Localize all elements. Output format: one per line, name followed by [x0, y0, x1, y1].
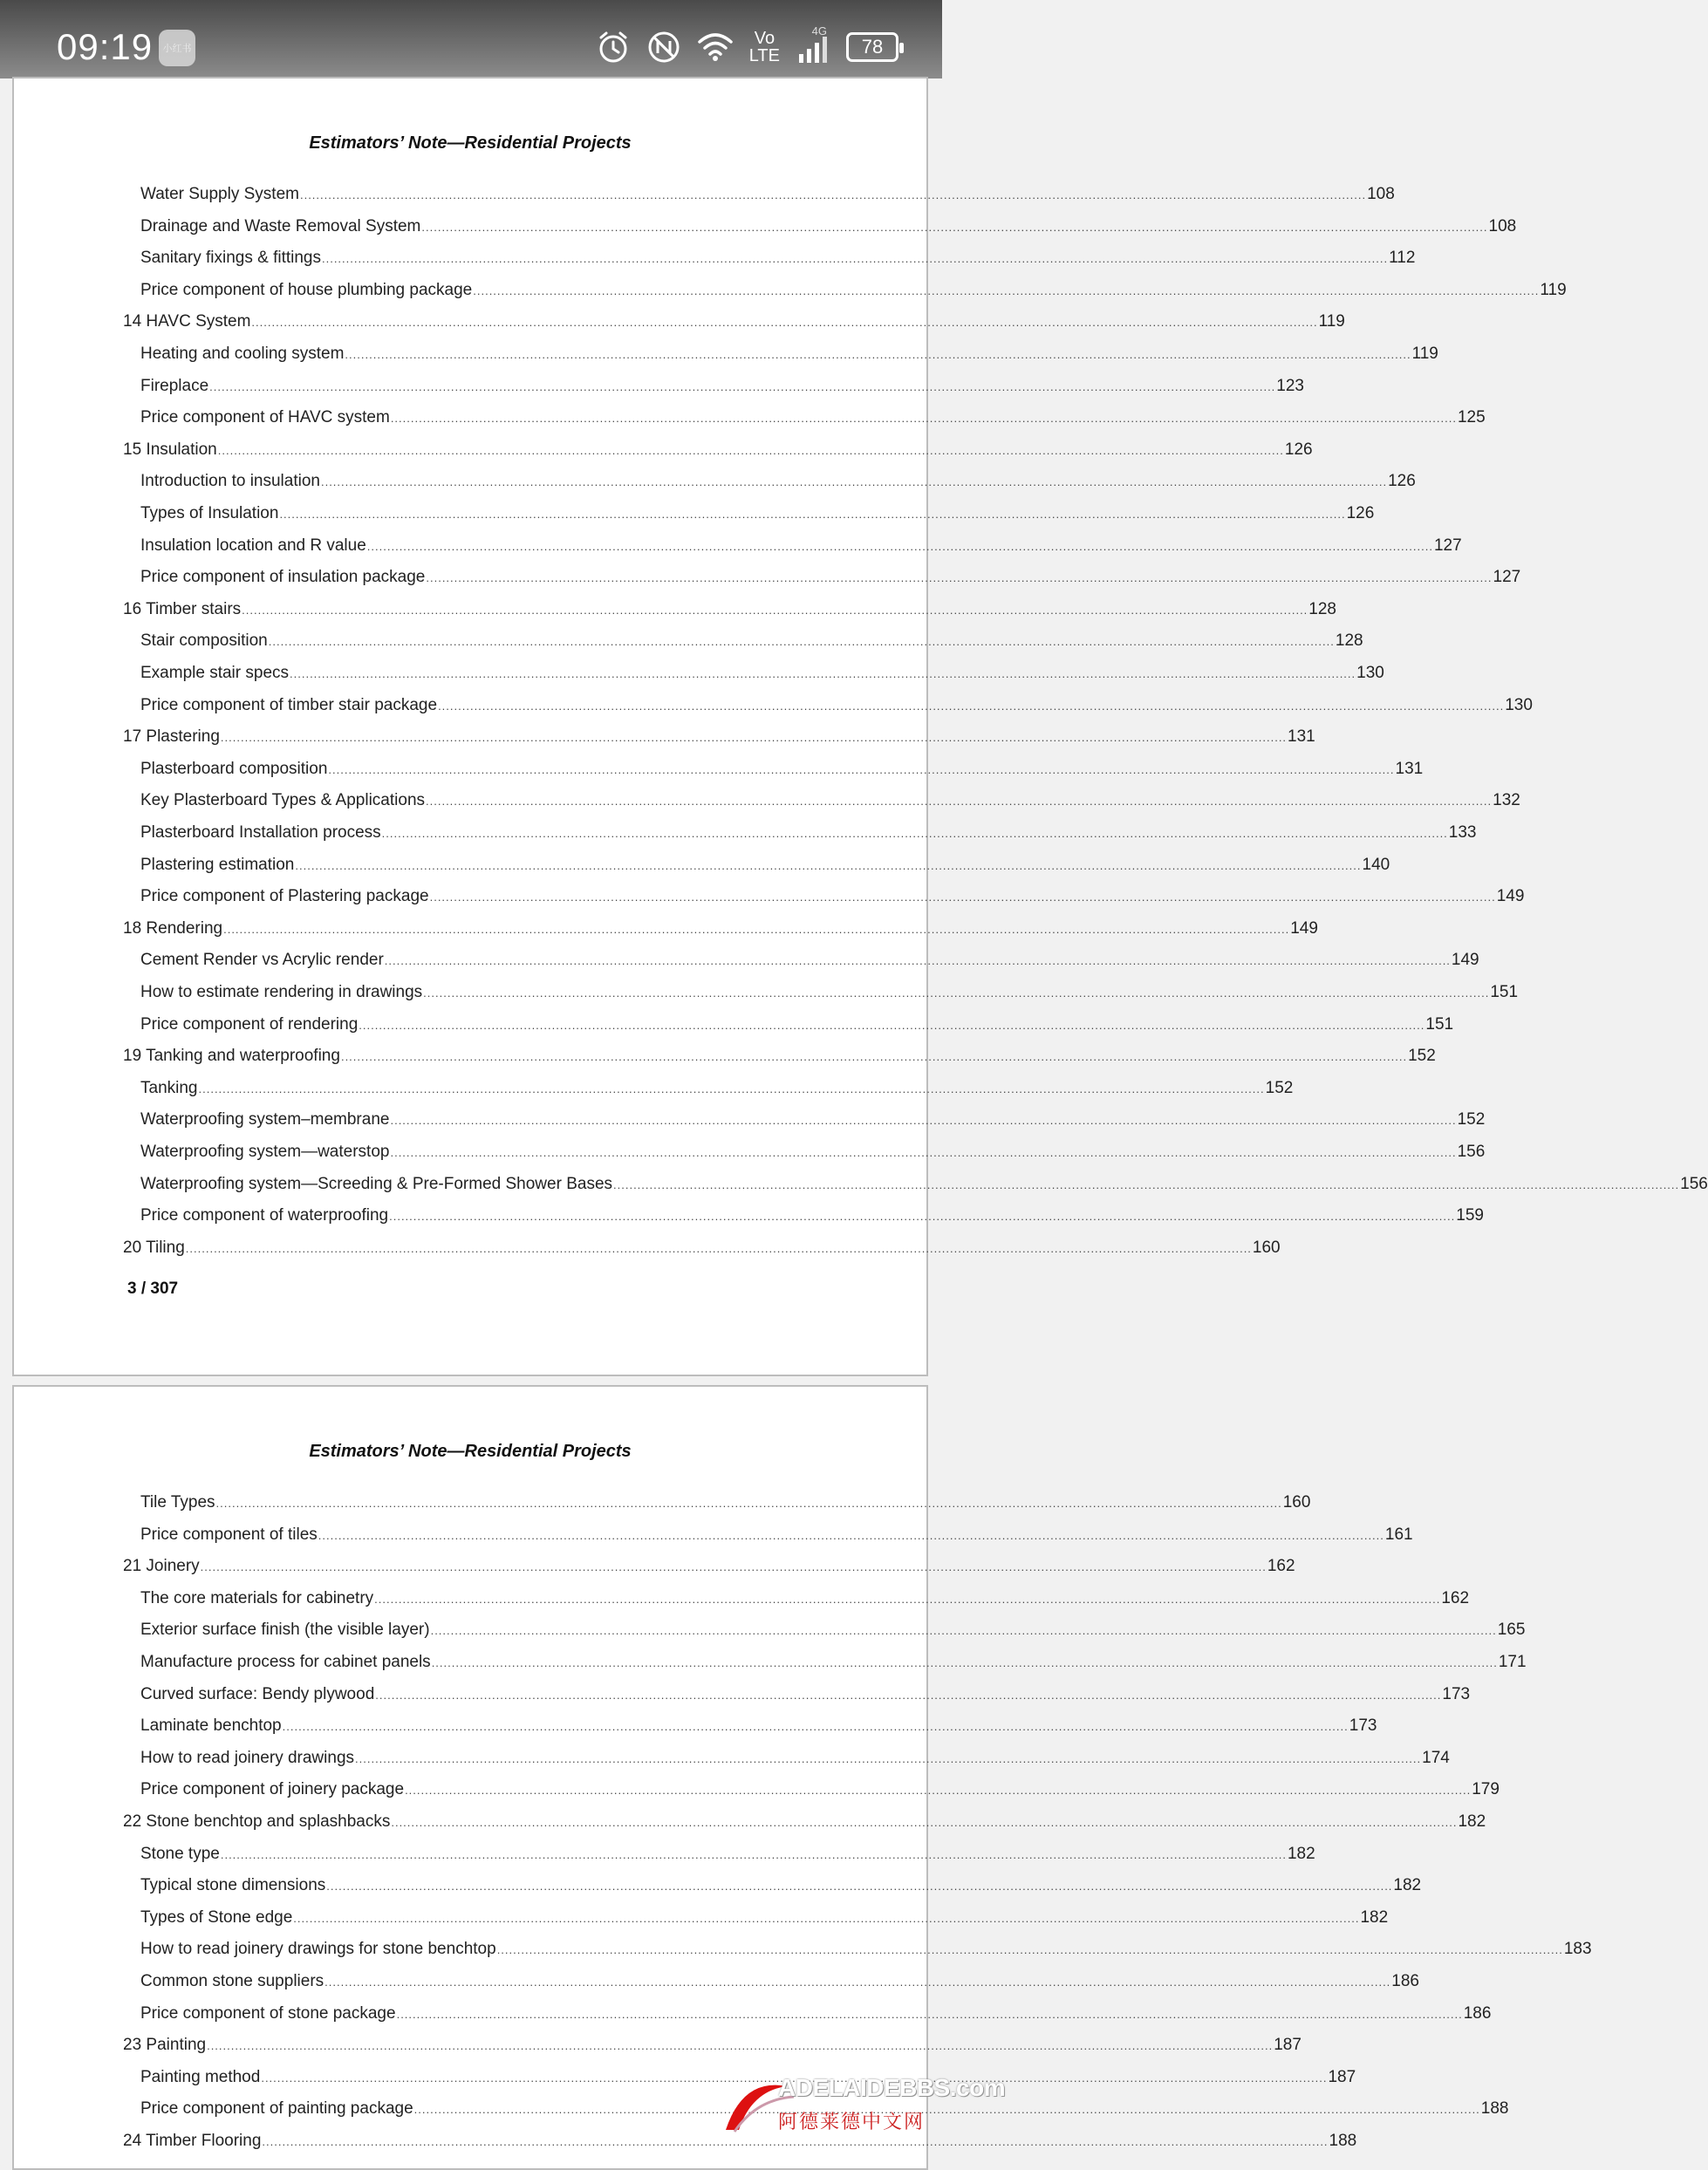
toc-entry-title: Types of Stone edge: [140, 1907, 293, 1927]
toc-entry-page-number: 149: [1290, 918, 1318, 938]
toc-entry[interactable]: [140, 1940, 1592, 1966]
toc-entry[interactable]: [140, 855, 1390, 882]
toc-entry-title: 18 Rendering: [123, 918, 223, 938]
page-header: Estimators’ Note—Residential Projects: [309, 1442, 632, 1461]
toc-entry-page-number: 112: [1389, 249, 1416, 268]
toc-entry[interactable]: [123, 440, 1313, 467]
toc-entry-title: Heating and cooling system: [140, 345, 345, 363]
toc-leader-dots: [283, 1720, 1349, 1733]
toc-entry[interactable]: [140, 1684, 1471, 1711]
toc-entry-title: Price component of HAVC system: [140, 408, 390, 427]
document-page[interactable]: [12, 77, 1708, 1376]
watermark-logo: [717, 2069, 1006, 2139]
toc-entry-title: Plastering estimation: [140, 855, 295, 874]
toc-leader-dots: [295, 859, 1361, 872]
toc-leader-dots: [318, 1529, 1384, 1542]
toc-entry[interactable]: [140, 1972, 1419, 1998]
toc-entry-page-number: 125: [1457, 408, 1486, 427]
status-time: 09:19: [57, 26, 154, 67]
toc-entry[interactable]: [140, 536, 1462, 563]
toc-entry-page-number: 188: [1480, 2099, 1509, 2119]
toc-leader-dots: [432, 1656, 1498, 1669]
toc-entry-title: Key Plasterboard Types & Applications: [140, 791, 426, 810]
toc-entry[interactable]: [123, 2036, 1301, 2062]
toc-entry-title: Painting method: [140, 2067, 261, 2086]
toc-entry-page-number: 186: [1391, 1972, 1419, 1990]
toc-leader-dots: [199, 1082, 1265, 1095]
toc-entry-page-number: 127: [1433, 536, 1462, 555]
toc-entry-title: Fireplace: [140, 376, 209, 395]
toc-leader-dots: [325, 1976, 1390, 1989]
toc-entry[interactable]: [140, 504, 1375, 530]
toc-leader-dots: [405, 1784, 1471, 1797]
toc-leader-dots: [375, 1689, 1441, 1702]
toc-leader-dots: [473, 284, 1539, 297]
toc-entry[interactable]: [140, 1844, 1315, 1871]
document-page[interactable]: [12, 1385, 1592, 2170]
toc-entry[interactable]: [140, 1078, 1294, 1105]
toc-leader-dots: [389, 1210, 1455, 1223]
toc-entry-page-number: 149: [1496, 887, 1525, 906]
toc-entry-page-number: 128: [1308, 599, 1336, 618]
toc-entry[interactable]: [123, 599, 1336, 626]
toc-entry[interactable]: [140, 1110, 1486, 1136]
toc-leader-dots: [209, 380, 1275, 393]
toc-entry[interactable]: [140, 280, 1567, 307]
toc-leader-dots: [414, 2103, 1480, 2116]
toc-leader-dots: [293, 1912, 1359, 1925]
toc-entry[interactable]: [140, 1525, 1413, 1552]
page-header: Estimators’ Note—Residential Projects: [309, 133, 632, 153]
toc-entry-page-number: 162: [1267, 1557, 1295, 1576]
toc-entry-page-number: 130: [1356, 664, 1384, 682]
toc-entry[interactable]: [140, 759, 1424, 786]
toc-entry[interactable]: [123, 1238, 1281, 1265]
toc-entry-page-number: 183: [1563, 1940, 1592, 1959]
toc-entry-page-number: 151: [1425, 1014, 1454, 1034]
toc-entry-title: 16 Timber stairs: [123, 599, 242, 618]
toc-leader-dots: [426, 571, 1492, 584]
toc-entry-page-number: 128: [1335, 631, 1363, 651]
toc-leader-dots: [391, 1816, 1457, 1829]
volte-indicator: [749, 30, 780, 65]
toc-entry-title: 22 Stone benchtop and splashbacks: [123, 1812, 391, 1831]
toc-entry-page-number: 151: [1490, 983, 1519, 1001]
toc-entry-title: How to read joinery drawings for stone benchtop: [140, 1940, 496, 1959]
toc-leader-dots: [497, 1943, 1563, 1956]
toc-entry[interactable]: [123, 727, 1315, 754]
toc-entry[interactable]: [140, 951, 1479, 977]
toc-entry[interactable]: [140, 185, 1395, 211]
toc-entry-title: Cement Render vs Acrylic render: [140, 951, 384, 970]
toc-entry-page-number: 182: [1360, 1907, 1389, 1927]
toc-entry[interactable]: [140, 216, 1517, 243]
toc-leader-dots: [391, 412, 1457, 425]
wifi-icon: [697, 31, 734, 63]
watermark-text: ADELAIDEBBS.com: [778, 2074, 1006, 2101]
toc-entry[interactable]: [140, 695, 1533, 722]
toc-entry-title: 20 Tiling: [123, 1238, 185, 1257]
toc-leader-dots: [216, 1497, 1282, 1510]
toc-entry-title: 19 Tanking and waterproofing: [123, 1047, 340, 1066]
toc-entry[interactable]: [140, 1206, 1484, 1232]
toc-entry-title: Price component of painting package: [140, 2099, 413, 2119]
toc-leader-dots: [221, 731, 1287, 744]
toc-entry-title: 23 Painting: [123, 2036, 207, 2055]
toc-entry-page-number: 133: [1448, 823, 1477, 842]
toc-entry-page-number: 187: [1328, 2067, 1356, 2086]
toc-entry-title: Insulation location and R value: [140, 536, 366, 555]
toc-entry-title: Example stair specs: [140, 664, 290, 682]
toc-entry-page-number: 179: [1472, 1780, 1500, 1799]
toc-entry-title: Plasterboard composition: [140, 759, 328, 778]
toc-entry-page-number: 165: [1497, 1621, 1526, 1640]
toc-leader-dots: [290, 667, 1356, 680]
toc-entry[interactable]: [140, 1588, 1470, 1615]
toc-entry-page-number: 127: [1493, 568, 1521, 587]
toc-entry-title: Price component of Plastering package: [140, 887, 429, 906]
toc-entry-page-number: 152: [1265, 1078, 1294, 1097]
watermark-chinese-text: 阿德莱德中文网: [778, 2111, 926, 2132]
toc-entry-page-number: 149: [1451, 951, 1479, 970]
toc-entry-page-number: 152: [1408, 1047, 1436, 1066]
toc-entry-title: Drainage and Waste Removal System: [140, 216, 421, 235]
toc-entry-page-number: 126: [1346, 504, 1375, 522]
page-counter: [127, 1279, 178, 1299]
toc-entry[interactable]: [140, 1748, 1450, 1775]
toc-leader-dots: [207, 2039, 1273, 2052]
toc-leader-dots: [438, 699, 1504, 713]
toc-entry[interactable]: [140, 408, 1486, 434]
toc-entry[interactable]: [140, 1876, 1422, 1902]
toc-leader-dots: [397, 2008, 1463, 2021]
toc-entry-title: 24 Timber Flooring: [123, 2132, 262, 2150]
toc-entry[interactable]: [140, 1653, 1527, 1679]
toc-entry[interactable]: [140, 1143, 1486, 1169]
toc-leader-dots: [382, 827, 1448, 840]
toc-entry-title: Typical stone dimensions: [140, 1876, 326, 1895]
toc-entry-page-number: 126: [1388, 472, 1416, 491]
toc-leader-dots: [431, 1624, 1497, 1637]
toc-entry-title: Price component of timber stair package: [140, 695, 438, 714]
toc-leader-dots: [423, 986, 1489, 1000]
toc-entry-title: 17 Plastering: [123, 727, 220, 747]
toc-entry-page-number: 162: [1441, 1588, 1470, 1607]
toc-entry[interactable]: [140, 376, 1304, 403]
toc-entry[interactable]: [140, 1716, 1377, 1743]
toc-entry[interactable]: [140, 1907, 1389, 1935]
toc-leader-dots: [355, 1752, 1421, 1765]
toc-entry-title: Waterproofing system—waterstop: [140, 1143, 390, 1161]
toc-entry[interactable]: [140, 887, 1525, 913]
toc-entry-page-number: 131: [1288, 727, 1315, 747]
volte-top-label: Vo: [754, 29, 775, 48]
toc-leader-dots: [359, 1019, 1424, 1032]
toc-leader-dots: [218, 444, 1284, 457]
toc-entry-page-number: 131: [1395, 759, 1424, 778]
toc-entry-title: Common stone suppliers: [140, 1972, 325, 1990]
toc-entry-page-number: 132: [1493, 791, 1520, 810]
toc-entry[interactable]: [140, 983, 1519, 1009]
status-bar: [0, 0, 942, 78]
toc-entry[interactable]: [140, 1493, 1311, 1519]
toc-entry-title: Types of Insulation: [140, 504, 279, 522]
toc-entry[interactable]: [140, 472, 1416, 498]
toc-leader-dots: [279, 508, 1345, 521]
toc-entry-page-number: 152: [1457, 1110, 1486, 1129]
toc-entry-title: Water Supply System: [140, 185, 299, 203]
toc-entry[interactable]: [140, 631, 1363, 658]
nfc-icon: [646, 30, 681, 65]
toc-entry-page-number: 119: [1540, 280, 1567, 299]
toc-entry-title: Waterproofing system–membrane: [140, 1110, 390, 1129]
toc-entry[interactable]: [123, 1812, 1486, 1839]
toc-leader-dots: [201, 1560, 1267, 1573]
toc-entry-title: Manufacture process for cabinet panels: [140, 1653, 431, 1671]
toc-entry-page-number: 161: [1384, 1525, 1413, 1544]
toc-entry-title: Exterior surface finish (the visible layer): [140, 1621, 430, 1640]
toc-entry-page-number: 140: [1362, 855, 1390, 874]
toc-entry-page-number: 160: [1282, 1493, 1311, 1511]
toc-entry-page-number: 182: [1393, 1876, 1422, 1895]
toc-entry-title: Price component of insulation package: [140, 568, 426, 587]
toc-entry-title: Curved surface: Bendy plywood: [140, 1684, 375, 1703]
toc-leader-dots: [613, 1178, 1679, 1191]
toc-leader-dots: [242, 604, 1308, 617]
toc-entry-page-number: 130: [1505, 695, 1533, 714]
toc-entry[interactable]: [140, 664, 1384, 690]
toc-leader-dots: [326, 1880, 1392, 1893]
toc-leader-dots: [385, 954, 1451, 967]
toc-leader-dots: [374, 1593, 1440, 1606]
toc-leader-dots: [300, 188, 1366, 201]
toc-entry[interactable]: [140, 2003, 1492, 2030]
toc-entry-title: Price component of waterproofing: [140, 1206, 389, 1225]
toc-entry-title: Price component of joinery package: [140, 1780, 405, 1799]
toc-leader-dots: [328, 763, 1394, 776]
toc-entry-page-number: 173: [1349, 1716, 1377, 1736]
toc-leader-dots: [430, 891, 1496, 904]
toc-entry[interactable]: [123, 1047, 1436, 1073]
volte-bottom-label: LTE: [748, 46, 780, 65]
toc-entry-page-number: 108: [1367, 185, 1395, 203]
toc-leader-dots: [322, 252, 1388, 265]
signal-group: [796, 24, 830, 65]
toc-entry-page-number: 160: [1252, 1238, 1281, 1257]
toc-entry-page-number: 156: [1457, 1143, 1486, 1161]
toc-entry-title: Stone type: [140, 1844, 220, 1863]
toc-entry-page-number: 174: [1422, 1748, 1450, 1767]
toc-entry-page-number: 171: [1498, 1653, 1527, 1671]
toc-entry-page-number: 182: [1458, 1812, 1486, 1831]
toc-entry-page-number: 119: [1318, 312, 1345, 331]
toc-leader-dots: [390, 1146, 1456, 1159]
toc-entry-title: Price component of house plumbing package: [140, 280, 473, 299]
toc-entry-page-number: 108: [1488, 216, 1517, 235]
alarm-icon: [596, 30, 631, 65]
toc-leader-dots: [426, 795, 1492, 808]
toc-entry[interactable]: [140, 1014, 1454, 1041]
toc-entry[interactable]: [140, 345, 1438, 371]
toc-entry-page-number: 123: [1276, 376, 1304, 395]
toc-entry-title: Price component of tiles: [140, 1525, 318, 1544]
toc-leader-dots: [345, 348, 1411, 361]
toc-entry-title: Tile Types: [140, 1493, 215, 1511]
toc-entry[interactable]: [140, 791, 1520, 817]
toc-entry-page-number: 126: [1284, 440, 1313, 459]
toc-entry-title: Waterproofing system—Screeding & Pre-Formed Shower Bases: [140, 1174, 613, 1193]
toc-entry-title: How to read joinery drawings: [140, 1748, 355, 1767]
toc-entry-page-number: 156: [1680, 1174, 1708, 1193]
toc-entry[interactable]: [123, 312, 1345, 338]
toc-entry-title: How to estimate rendering in drawings: [140, 983, 423, 1001]
toc-entry-title: Plasterboard Installation process: [140, 823, 381, 842]
toc-entry-page-number: 188: [1329, 2132, 1357, 2150]
toc-entry-title: Price component of stone package: [140, 2003, 396, 2023]
toc-entry[interactable]: [123, 918, 1318, 945]
toc-entry-title: 15 Insulation: [123, 440, 217, 459]
toc-entry-title: Stair composition: [140, 631, 268, 651]
app-notification-icon: 小红书: [159, 30, 195, 66]
toc-entry[interactable]: [140, 249, 1416, 275]
toc-entry-page-number: 173: [1442, 1684, 1471, 1703]
battery-level: 78: [861, 36, 884, 58]
toc-entry-title: Price component of rendering: [140, 1014, 359, 1034]
toc-entry[interactable]: [123, 1557, 1295, 1583]
toc-entry[interactable]: [140, 1780, 1500, 1806]
toc-entry-title: Laminate benchtop: [140, 1716, 282, 1736]
toc-entry[interactable]: [140, 823, 1477, 850]
toc-entry-page-number: 119: [1411, 345, 1438, 363]
toc-leader-dots: [186, 1242, 1252, 1255]
toc-leader-dots: [321, 475, 1387, 488]
toc-entry-title: Introduction to insulation: [140, 472, 320, 491]
status-icons: [596, 24, 898, 70]
toc-leader-dots: [251, 316, 1317, 329]
toc-entry-title: Tanking: [140, 1078, 198, 1097]
toc-entry[interactable]: [140, 568, 1521, 594]
toc-leader-dots: [421, 221, 1487, 234]
toc-leader-dots: [223, 923, 1289, 936]
toc-entry-page-number: 186: [1463, 2003, 1492, 2023]
toc-leader-dots: [341, 1050, 1407, 1063]
toc-entry-title: 21 Joinery: [123, 1557, 200, 1576]
toc-entry-page-number: 159: [1456, 1206, 1484, 1225]
network-type-label: 4G: [811, 24, 827, 38]
toc-leader-dots: [390, 1114, 1456, 1127]
toc-entry[interactable]: [140, 1621, 1526, 1647]
toc-leader-dots: [269, 635, 1335, 648]
toc-entry-page-number: 182: [1287, 1844, 1315, 1863]
battery-icon: [846, 32, 898, 62]
toc-entry-title: 14 HAVC System: [123, 312, 251, 331]
toc-entry-page-number: 187: [1274, 2036, 1301, 2055]
toc-leader-dots: [221, 1848, 1287, 1861]
toc-entry[interactable]: [140, 1174, 1708, 1201]
page-counter-text: 3 / 307: [127, 1279, 179, 1298]
toc-leader-dots: [367, 540, 1433, 553]
toc-entry-title: The core materials for cabinetry: [140, 1588, 374, 1607]
toc-entry-title: Sanitary fixings & fittings: [140, 249, 321, 268]
